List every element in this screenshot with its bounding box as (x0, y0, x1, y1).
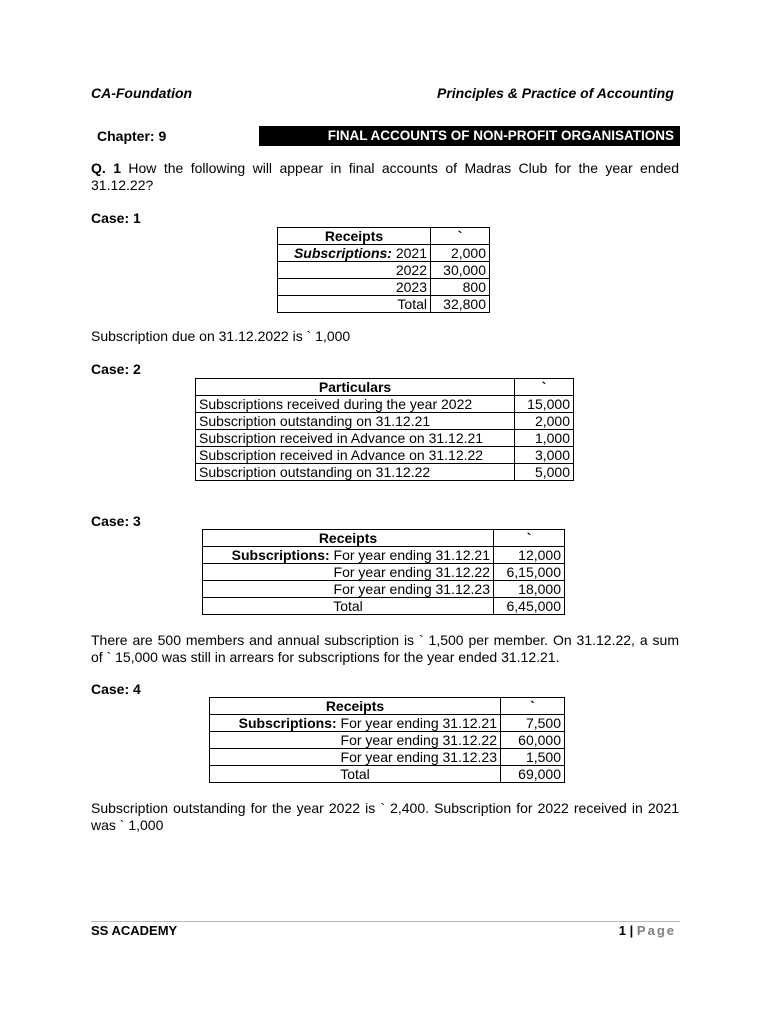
total-amount: 32,800 (431, 296, 490, 313)
row-label: Subscriptions: For year ending 31.12.21 (210, 715, 501, 732)
table-row (203, 547, 565, 564)
row-label: For year ending 31.12.23 (210, 749, 501, 766)
table-total-row (210, 766, 565, 783)
row-amount: 18,000 (494, 581, 565, 598)
row-amount: 1,500 (501, 749, 565, 766)
col-header-receipts: Receipts (210, 698, 501, 715)
case-3-table (202, 529, 565, 615)
table-header-row (203, 530, 565, 547)
question-number: Q. 1 (91, 160, 121, 176)
case-4-table (209, 697, 565, 783)
row-label: For year ending 31.12.22 (203, 564, 494, 581)
total-amount: 69,000 (501, 766, 565, 783)
row-label: Subscriptions: 2021 (278, 245, 431, 262)
case-1-note: Subscription due on 31.12.2022 is ` 1,000 (91, 328, 351, 344)
table-header-row (278, 228, 490, 245)
row-amount: 15,000 (515, 396, 574, 413)
table-header-row (196, 379, 574, 396)
page-word: Page (636, 923, 676, 938)
row-amount: 7,500 (501, 715, 565, 732)
total-label: Total (210, 766, 501, 783)
table-row (203, 581, 565, 598)
table-row (210, 749, 565, 766)
row-label: For year ending 31.12.22 (210, 732, 501, 749)
chapter-title: FINAL ACCOUNTS OF NON-PROFIT ORGANISATIONS (259, 126, 680, 146)
case-3-note: There are 500 members and annual subscription is ` 1,500 per member. On 31.12.22, a sum of ` 15,000 was still in arrears for subscriptions for the year ended 31.12.21. (91, 632, 679, 665)
table-row (196, 464, 574, 481)
row-label: 2023 (278, 279, 431, 296)
row-label: Subscriptions: For year ending 31.12.21 (203, 547, 494, 564)
table-total-row (203, 598, 565, 615)
row-amount: 30,000 (431, 262, 490, 279)
row-amount: 5,000 (515, 464, 574, 481)
row-particular: Subscriptions received during the year 2022 (196, 396, 515, 413)
col-header-receipts: Receipts (278, 228, 431, 245)
table-row (196, 396, 574, 413)
row-particular: Subscription outstanding on 31.12.21 (196, 413, 515, 430)
col-header-receipts: Receipts (203, 530, 494, 547)
footer-academy: SS ACADEMY (91, 923, 178, 938)
row-amount: 3,000 (515, 447, 574, 464)
case-1-label: Case: 1 (91, 210, 141, 226)
col-header-amount: ` (501, 698, 565, 715)
table-row (278, 279, 490, 296)
total-label: Total (203, 598, 494, 615)
table-row (278, 262, 490, 279)
case-4-note: Subscription outstanding for the year 2022 is ` 2,400. Subscription for 2022 received in 2021 was ` 1,000 (91, 800, 679, 833)
table-row (196, 447, 574, 464)
col-header-amount: ` (431, 228, 490, 245)
row-amount: 1,000 (515, 430, 574, 447)
table-row (210, 732, 565, 749)
row-particular: Subscription outstanding on 31.12.22 (196, 464, 515, 481)
row-amount: 2,000 (431, 245, 490, 262)
chapter-label: Chapter: 9 (97, 128, 167, 144)
table-row (196, 413, 574, 430)
col-header-particulars: Particulars (196, 379, 515, 396)
row-amount: 800 (431, 279, 490, 296)
footer-divider (91, 921, 680, 922)
table-row (210, 715, 565, 732)
row-amount: 2,000 (515, 413, 574, 430)
chapter-bar (91, 126, 680, 146)
col-header-amount: ` (515, 379, 574, 396)
header-subject: Principles & Practice of Accounting (437, 85, 674, 101)
row-label: For year ending 31.12.23 (203, 581, 494, 598)
table-row (278, 245, 490, 262)
header-course: CA-Foundation (91, 85, 193, 101)
col-header-amount: ` (494, 530, 565, 547)
row-particular: Subscription received in Advance on 31.12.21 (196, 430, 515, 447)
total-amount: 6,45,000 (494, 598, 565, 615)
row-amount: 6,15,000 (494, 564, 565, 581)
table-header-row (210, 698, 565, 715)
table-row (203, 564, 565, 581)
case-4-label: Case: 4 (91, 681, 141, 697)
case-3-label: Case: 3 (91, 513, 141, 529)
table-total-row (278, 296, 490, 313)
row-amount: 12,000 (494, 547, 565, 564)
row-label: 2022 (278, 262, 431, 279)
total-label: Total (278, 296, 431, 313)
question-text (91, 160, 679, 194)
case-1-table (277, 227, 490, 313)
table-row (196, 430, 574, 447)
footer-page-indicator (619, 923, 676, 938)
row-amount: 60,000 (501, 732, 565, 749)
question-body: How the following will appear in final accounts of Madras Club for the year ended 31.12.22? (91, 160, 679, 193)
page-separator: | (629, 923, 634, 938)
case-2-label: Case: 2 (91, 361, 141, 377)
page-number: 1 (618, 923, 627, 938)
row-particular: Subscription received in Advance on 31.12.22 (196, 447, 515, 464)
case-2-table (195, 378, 574, 481)
